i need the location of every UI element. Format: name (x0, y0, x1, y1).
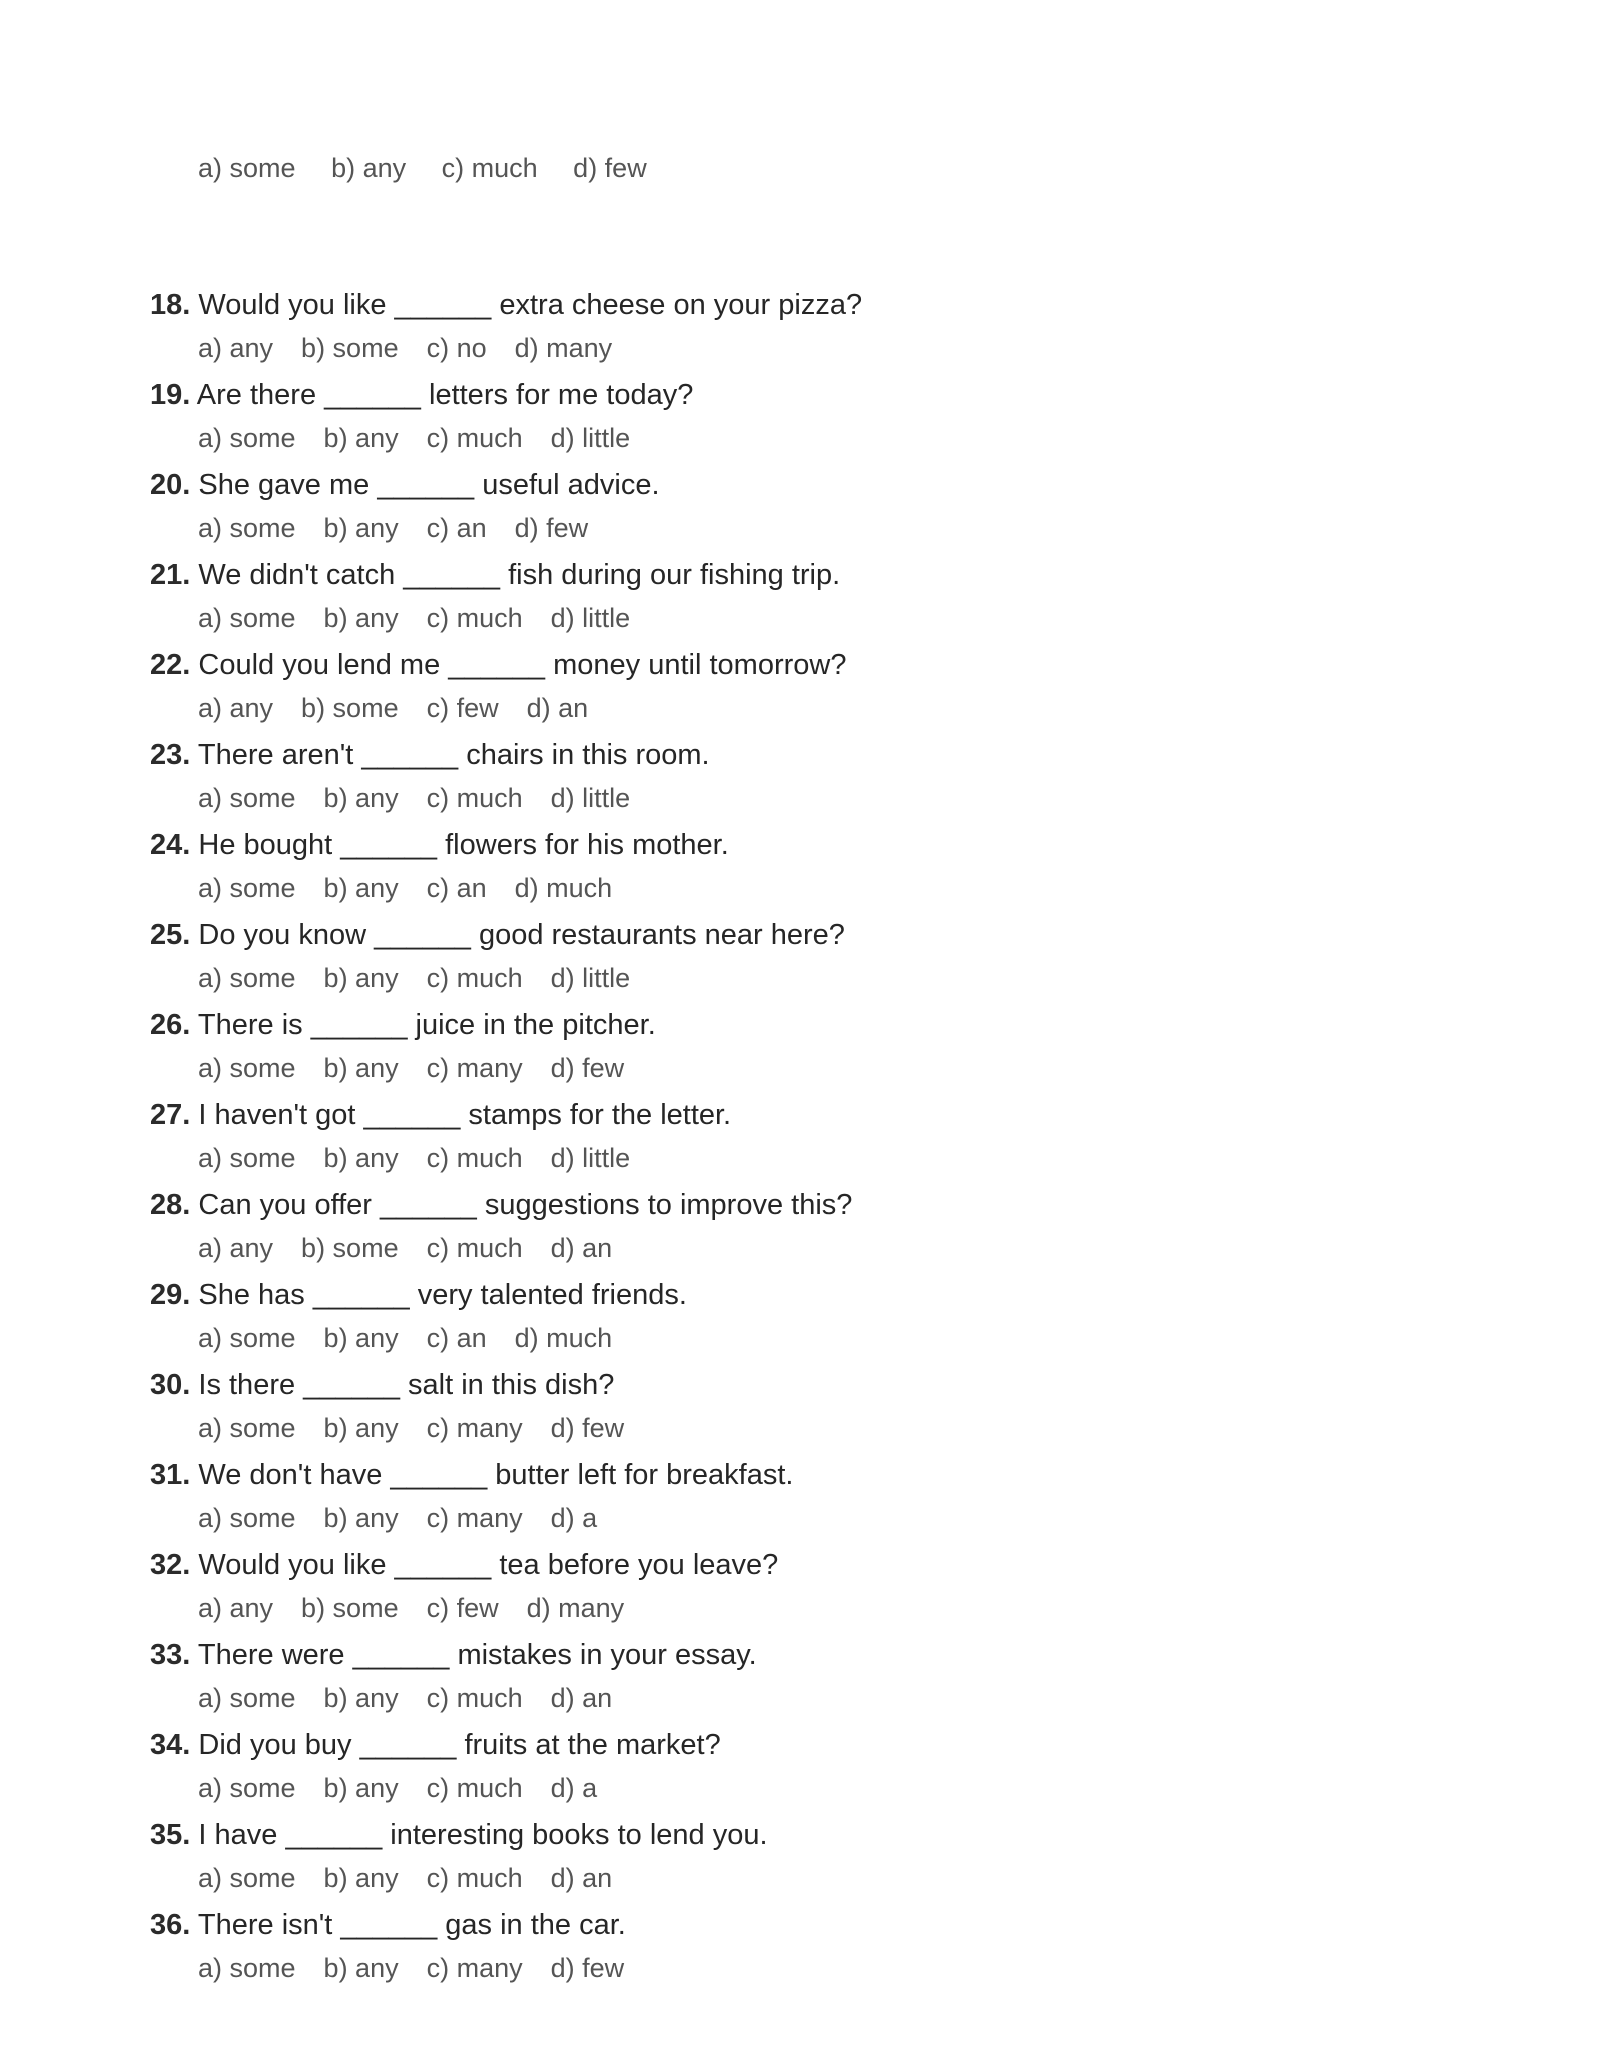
question-item (0, 1222, 1600, 1353)
option-a: a) some (198, 423, 296, 453)
option-c: c) an (426, 1323, 487, 1353)
answer-blank: ______ (310, 1009, 408, 1041)
option-c: c) many (426, 1503, 523, 1533)
option-a: a) some (198, 603, 296, 633)
option-a: a) some (198, 1773, 296, 1803)
option-b: b) any (323, 423, 399, 453)
question-before-blank: We don't have (198, 1459, 383, 1491)
answer-blank: ______ (361, 739, 459, 771)
answer-blank: ______ (363, 1099, 461, 1131)
question-text (150, 1185, 852, 1225)
question-text (150, 1095, 731, 1135)
option-d: d) an (550, 1863, 613, 1893)
question-text (150, 1455, 793, 1495)
question-after-blank: good restaurants near here? (478, 919, 845, 951)
question-item (0, 862, 1600, 993)
question-item (0, 682, 1600, 813)
question-after-blank: stamps for the letter. (468, 1099, 732, 1131)
question-after-blank: interesting books to lend you. (390, 1819, 768, 1851)
question-number: 30. (150, 1369, 191, 1401)
options-line (198, 1948, 624, 1988)
answer-blank: ______ (390, 1459, 488, 1491)
question-after-blank: very talented friends. (417, 1279, 687, 1311)
option-c: c) much (441, 153, 538, 183)
question-number: 31. (150, 1459, 191, 1491)
answer-blank: ______ (303, 1369, 400, 1401)
question-text (150, 465, 660, 505)
answer-blank: ______ (285, 1819, 383, 1851)
option-d: d) little (550, 603, 631, 633)
option-d: d) few (550, 1413, 625, 1443)
option-c: c) much (426, 1773, 523, 1803)
question-before-blank: I haven't got (198, 1099, 356, 1131)
option-b: b) any (323, 513, 399, 543)
question-text (150, 1815, 768, 1855)
question-text (150, 1635, 757, 1675)
question-before-blank: She has (198, 1279, 305, 1311)
option-d: d) an (550, 1233, 613, 1263)
question-after-blank: tea before you leave? (499, 1549, 779, 1581)
question-item (0, 412, 1600, 543)
option-b: b) any (331, 153, 407, 183)
option-c: c) much (426, 1863, 523, 1893)
question-number: 20. (150, 469, 191, 501)
option-b: b) any (323, 1323, 399, 1353)
question-text (150, 735, 710, 775)
question-number: 33. (150, 1639, 191, 1671)
option-a: a) some (198, 1503, 296, 1533)
option-c: c) much (426, 1683, 523, 1713)
option-b: b) any (323, 1953, 399, 1983)
option-a: a) some (198, 1053, 296, 1083)
question-before-blank: Did you buy (198, 1729, 352, 1761)
answer-blank: ______ (359, 1729, 457, 1761)
question-after-blank: juice in the pitcher. (415, 1009, 656, 1041)
question-text (150, 375, 693, 415)
question-text (150, 645, 846, 685)
option-d: d) many (514, 333, 613, 363)
question-text (150, 1275, 687, 1315)
option-d: d) little (550, 1143, 631, 1173)
question-text (150, 1365, 614, 1405)
question-before-blank: Can you offer (198, 1189, 372, 1221)
question-before-blank: She gave me (198, 469, 370, 501)
option-a: a) any (198, 1233, 274, 1263)
option-d: d) a (550, 1773, 598, 1803)
question-text (150, 1005, 656, 1045)
option-c: c) much (426, 603, 523, 633)
question-number: 19. (150, 379, 191, 411)
option-d: d) few (573, 153, 647, 183)
option-a: a) some (198, 1863, 296, 1893)
question-item (0, 502, 1600, 633)
answer-blank: ______ (377, 469, 475, 501)
options-line (198, 148, 647, 188)
question-item (0, 1132, 1600, 1263)
option-d: d) many (526, 1593, 625, 1623)
option-a: a) some (198, 1323, 296, 1353)
option-b: b) any (323, 873, 399, 903)
question-before-blank: There were (197, 1639, 345, 1671)
option-a: a) any (198, 333, 274, 363)
option-b: b) any (323, 783, 399, 813)
question-text (150, 1725, 721, 1765)
answer-blank: ______ (403, 559, 501, 591)
option-c: c) few (426, 693, 499, 723)
option-c: c) many (426, 1413, 523, 1443)
option-c: c) an (426, 873, 487, 903)
question-text (150, 825, 729, 865)
question-text (150, 555, 840, 595)
answer-blank: ______ (394, 289, 492, 321)
option-a: a) some (198, 963, 296, 993)
question-before-blank: There aren't (197, 739, 354, 771)
question-number: 27. (150, 1099, 191, 1131)
question-before-blank: He bought (198, 829, 333, 861)
question-number: 25. (150, 919, 191, 951)
option-a: a) some (198, 1143, 296, 1173)
question-text (150, 1905, 626, 1945)
question-item (0, 1312, 1600, 1443)
question-before-blank: Are there (196, 379, 317, 411)
option-b: b) any (323, 603, 399, 633)
option-a: a) some (198, 513, 296, 543)
option-c: c) an (426, 513, 487, 543)
question-item (0, 232, 1600, 363)
option-b: b) any (323, 963, 399, 993)
question-item (0, 1042, 1600, 1173)
question-number: 28. (150, 1189, 191, 1221)
option-c: c) much (426, 1143, 523, 1173)
question-before-blank: We didn't catch (198, 559, 396, 591)
question-before-blank: There isn't (197, 1909, 333, 1941)
option-d: d) little (550, 423, 631, 453)
question-after-blank: gas in the car. (445, 1909, 626, 1941)
question-item (0, 1852, 1600, 1983)
answer-blank: ______ (340, 1909, 438, 1941)
option-a: a) some (198, 1953, 296, 1983)
option-d: d) few (550, 1053, 625, 1083)
question-after-blank: flowers for his mother. (445, 829, 729, 861)
option-c: c) much (426, 783, 523, 813)
leading-options (0, 142, 1600, 232)
option-d: d) few (514, 513, 589, 543)
question-after-blank: fish during our fishing trip. (508, 559, 841, 591)
question-item (0, 1672, 1600, 1803)
option-a: a) some (198, 783, 296, 813)
option-c: c) many (426, 1053, 523, 1083)
answer-blank: ______ (324, 379, 421, 411)
option-d: d) little (550, 783, 631, 813)
question-number: 32. (150, 1549, 191, 1581)
question-after-blank: salt in this dish? (408, 1369, 615, 1401)
question-after-blank: useful advice. (482, 469, 660, 501)
question-before-blank: Would you like (198, 289, 387, 321)
option-d: d) little (550, 963, 631, 993)
question-after-blank: letters for me today? (429, 379, 694, 411)
option-d: d) a (550, 1503, 598, 1533)
question-number: 36. (150, 1909, 191, 1941)
question-number: 21. (150, 559, 191, 591)
answer-blank: ______ (312, 1279, 410, 1311)
question-item (0, 592, 1600, 723)
question-item (0, 322, 1600, 453)
option-b: b) any (323, 1143, 399, 1173)
option-b: b) any (323, 1863, 399, 1893)
option-d: d) much (514, 1323, 613, 1353)
question-item (0, 1402, 1600, 1533)
answer-blank: ______ (352, 1639, 450, 1671)
option-b: b) any (323, 1773, 399, 1803)
worksheet (0, 142, 1600, 1983)
answer-blank: ______ (380, 1189, 477, 1221)
option-c: c) much (426, 423, 523, 453)
question-number: 18. (150, 289, 191, 321)
option-c: c) much (426, 1233, 523, 1263)
option-c: c) many (426, 1953, 523, 1983)
option-b: b) any (323, 1053, 399, 1083)
option-b: b) any (323, 1503, 399, 1533)
question-after-blank: suggestions to improve this? (484, 1189, 853, 1221)
question-item (0, 772, 1600, 903)
question-number: 23. (150, 739, 191, 771)
question-after-blank: money until tomorrow? (553, 649, 847, 681)
question-item (0, 952, 1600, 1083)
option-b: b) some (301, 693, 399, 723)
option-d: d) an (526, 693, 589, 723)
question-item (0, 1492, 1600, 1623)
option-b: b) some (301, 1593, 399, 1623)
option-a: a) any (198, 1593, 274, 1623)
question-text (150, 285, 862, 325)
question-item (0, 1582, 1600, 1713)
option-a: a) some (198, 1683, 296, 1713)
question-number: 29. (150, 1279, 191, 1311)
question-item (0, 1762, 1600, 1893)
option-b: b) any (323, 1413, 399, 1443)
question-number: 34. (150, 1729, 191, 1761)
option-a: a) some (198, 153, 296, 183)
question-after-blank: extra cheese on your pizza? (499, 289, 863, 321)
question-number: 35. (150, 1819, 191, 1851)
answer-blank: ______ (374, 919, 471, 951)
question-text (150, 1545, 778, 1585)
option-d: d) an (550, 1683, 613, 1713)
question-before-blank: Could you lend me (198, 649, 441, 681)
question-after-blank: butter left for breakfast. (495, 1459, 794, 1491)
option-b: b) some (301, 1233, 399, 1263)
option-a: a) some (198, 1413, 296, 1443)
question-after-blank: chairs in this room. (466, 739, 710, 771)
option-c: c) few (426, 1593, 499, 1623)
answer-blank: ______ (394, 1549, 492, 1581)
question-before-blank: I have (198, 1819, 278, 1851)
option-b: b) any (323, 1683, 399, 1713)
option-a: a) some (198, 873, 296, 903)
question-number: 22. (150, 649, 191, 681)
option-d: d) few (550, 1953, 625, 1983)
question-number: 24. (150, 829, 191, 861)
question-before-blank: Is there (198, 1369, 296, 1401)
question-text (150, 915, 845, 955)
question-before-blank: Would you like (198, 1549, 387, 1581)
question-list (0, 232, 1600, 1983)
answer-blank: ______ (448, 649, 546, 681)
question-after-blank: fruits at the market? (464, 1729, 721, 1761)
option-c: c) no (426, 333, 487, 363)
question-after-blank: mistakes in your essay. (457, 1639, 757, 1671)
option-a: a) any (198, 693, 274, 723)
option-b: b) some (301, 333, 399, 363)
question-before-blank: Do you know (198, 919, 367, 951)
answer-blank: ______ (340, 829, 438, 861)
option-d: d) much (514, 873, 613, 903)
question-before-blank: There is (197, 1009, 303, 1041)
question-number: 26. (150, 1009, 191, 1041)
option-c: c) much (426, 963, 523, 993)
